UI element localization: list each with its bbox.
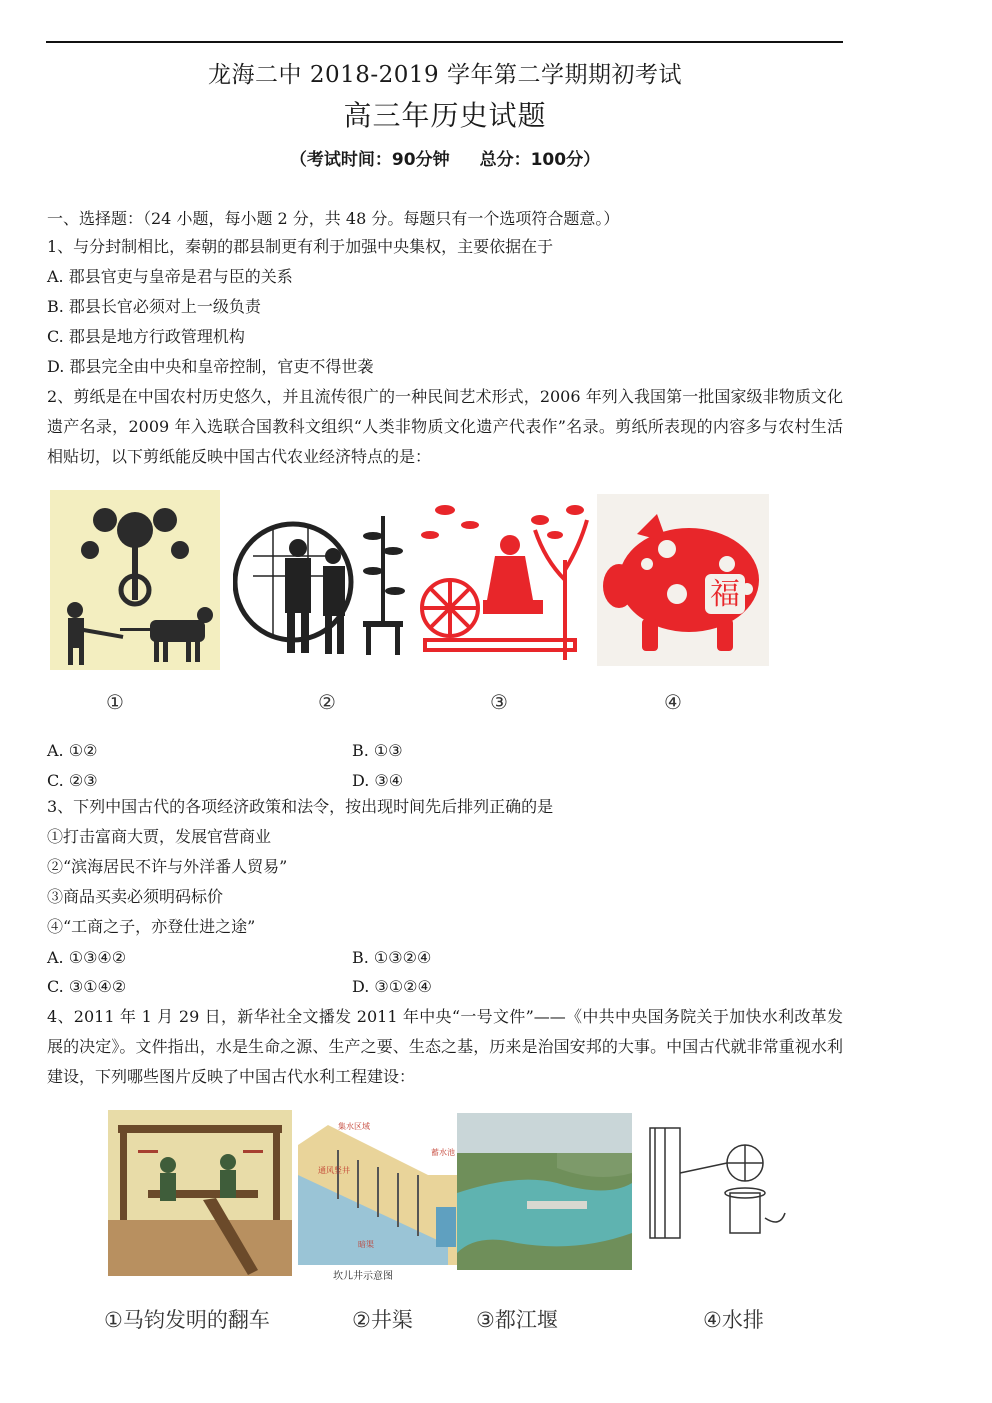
- q2-caption-3: ③: [490, 690, 508, 714]
- q1-stem: 1、与分封制相比，秦朝的郡县制更有利于加强中央集权，主要依据在于: [47, 237, 554, 256]
- q4-caption-3: ③都江堰: [476, 1308, 558, 1332]
- q3-item-1: ①打击富商大贾，发展官营商业: [47, 827, 272, 846]
- q3-option-d: D. ③①②④: [352, 977, 432, 996]
- pig-fu-character: 福: [710, 577, 740, 612]
- q3-stem: 3、下列中国古代的各项经济政策和法令，按出现时间先后排列正确的是: [47, 797, 554, 816]
- header-rule: [46, 41, 843, 43]
- q2-option-d: D. ③④: [352, 771, 404, 790]
- q4-caption-4: ④水排: [703, 1308, 764, 1332]
- water-bellows-drawing-image: [645, 1118, 787, 1253]
- q2-caption-4: ④: [664, 690, 682, 714]
- karez-diagram-title: 坎儿井示意图: [333, 1271, 393, 1282]
- papercut-spinning-image: [415, 490, 595, 668]
- karez-diagram-image: [298, 1115, 458, 1285]
- q3-item-4: ④“工商之子，亦登仕进之途”: [47, 917, 256, 936]
- papercut-pig-image: [597, 494, 769, 666]
- q2-option-a: A. ①②: [47, 741, 98, 760]
- q3-option-b: B. ①③②④: [352, 948, 432, 967]
- waterwheel-painting-image: [108, 1110, 292, 1276]
- exam-score: 总分：100分）: [479, 150, 601, 170]
- q2-caption-2: ②: [318, 690, 336, 714]
- q2-caption-1: ①: [106, 690, 124, 714]
- q4-caption-1: ①马钧发明的翻车: [104, 1308, 270, 1332]
- karez-label-channel: 暗渠: [358, 1240, 374, 1249]
- q2-option-c: C. ②③: [47, 771, 98, 790]
- exam-subject-title: 高三年历史试题: [343, 99, 547, 132]
- exam-title: 龙海二中 2018-2019 学年第二学期期初考试: [208, 62, 682, 88]
- q3-item-2: ②“滨海居民不许与外洋番人贸易”: [47, 857, 288, 876]
- section-heading: 一、选择题：（24 小题，每小题 2 分，共 48 分。每题只有一个选项符合题意。）: [47, 209, 620, 228]
- papercut-farming-image: [50, 490, 220, 670]
- karez-label-catchment: 集水区域: [338, 1122, 370, 1131]
- q4-caption-2: ②井渠: [352, 1308, 413, 1332]
- q1-option-d: D. 郡县完全由中央和皇帝控制，官吏不得世袭: [47, 357, 374, 376]
- q1-option-a: A. 郡县官吏与皇帝是君与臣的关系: [47, 267, 293, 286]
- q2-option-b: B. ①③: [352, 741, 403, 760]
- karez-label-reservoir: 蓄水池: [431, 1148, 455, 1157]
- q2-stem: 2、剪纸是在中国农村历史悠久，并且流传很广的一种民间艺术形式，2006 年列入我国第一批国家级非物质文化遗产名录，2009 年入选联合国教科文组织“人类非物质文化遗产代表作”名录。剪纸所表现的内容多与农村生活相贴切，以下剪纸能反映中国古代农业经济特点的是：: [47, 387, 843, 466]
- exam-time: （考试时间：90分钟: [289, 150, 450, 170]
- q1-option-b: B. 郡县长官必须对上一级负责: [47, 297, 261, 316]
- karez-label-shaft: 通风竖井: [318, 1166, 350, 1175]
- q3-option-c: C. ③①④②: [47, 977, 127, 996]
- q3-option-a: A. ①③④②: [47, 948, 127, 967]
- exam-meta: [0, 145, 890, 170]
- q3-item-3: ③商品买卖必须明码标价: [47, 887, 224, 906]
- dujiangyan-photo-image: [457, 1113, 632, 1270]
- q1-option-c: C. 郡县是地方行政管理机构: [47, 327, 245, 346]
- papercut-people-image: [233, 496, 411, 668]
- q4-stem: 4、2011 年 1 月 29 日，新华社全文播发 2011 年中央“一号文件”——《中共中央国务院关于加快水利改革发展的决定》。文件指出，水是生命之源、生产之要、生态之基，历来是治国安邦的大事。中国古代就非常重视水利建设，下列哪些图片反映了中国古代水利工程建设：: [47, 1007, 843, 1086]
